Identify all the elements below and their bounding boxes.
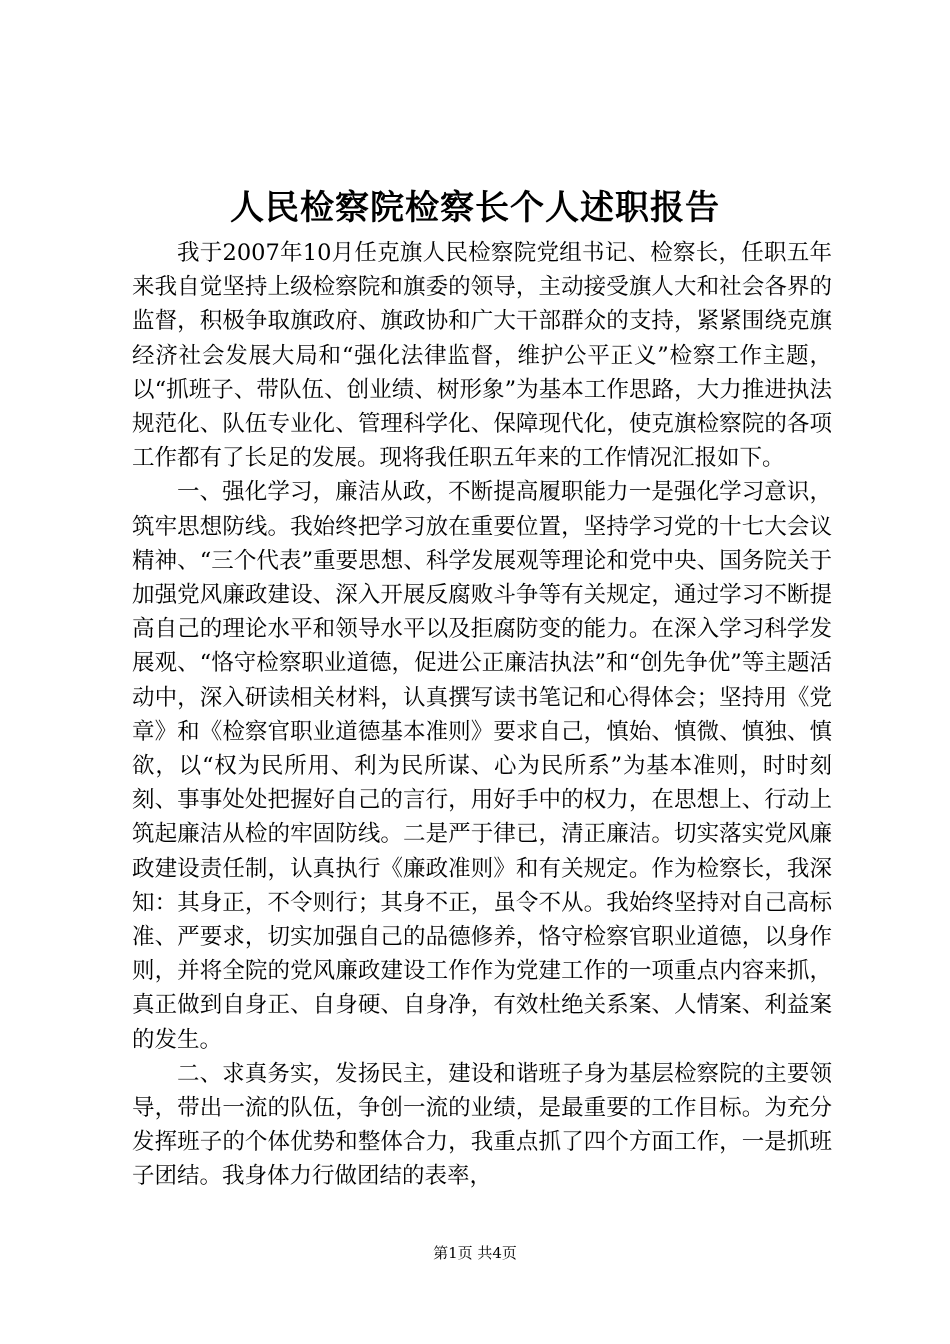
document-title: 人民检察院检察长个人述职报告 (230, 188, 720, 228)
paragraph-section-two: 二、求真务实，发扬民主，建设和谐班子身为基层检察院的主要领导，带出一流的队伍，争创一流的业绩，是最重要的工作目标。为充分发挥班子的个体优势和整体合力，我重点抓了四个方面工作，一是抓班子团结。我身体力行做团结的表率， (132, 1060, 832, 1190)
document-body (132, 236, 832, 1194)
page-footer: 第1页 共4页 (433, 1244, 517, 1262)
paragraph-section-one: 一、强化学习，廉洁从政，不断提高履职能力一是强化学习意识，筑牢思想防线。我始终把学习放在重要位置，坚持学习党的十七大会议精神、“三个代表”重要思想、科学发展观等理论和党中央、国务院关于加强党风廉政建设、深入开展反腐败斗争等有关规定，通过学习不断提高自己的理论水平和领导水平以及拒腐防变的能力。在深入学习科学发展观、“恪守检察职业道德，促进公正廉洁执法”和“创先争优”等主题活动中，深入研读相关材料，认真撰写读书笔记和心得体会；坚持用《党章》和《检察官职业道德基本准则》要求自己，慎始、慎微、慎独、慎欲，以“权为民所用、利为民所谋、心为民所系”为基本准则，时时刻刻、事事处处把握好自己的言行，用好手中的权力，在思想上、行动上筑起廉洁从检的牢固防线。二是严于律已，清正廉洁。切实落实党风廉政建设责任制，认真执行《廉政准则》和有关规定。作为检察长，我深知：其身正，不令则行；其身不正，虽令不从。我始终坚持对自己高标准、严要求，切实加强自己的品德修养，恪守检察官职业道德，以身作则，并将全院的党风廉政建设工作作为党建工作的一项重点内容来抓，真正做到自身正、自身硬、自身净，有效杜绝关系案、人情案、利益案的发生。 (132, 479, 832, 1053)
paragraph-intro: 我于2007年10月任克旗人民检察院党组书记、检察长，任职五年来我自觉坚持上级检察院和旗委的领导，主动接受旗人大和社会各界的监督，积极争取旗政府、旗政协和广大干部群众的支持，紧紧围绕克旗经济社会发展大局和“强化法律监督，维护公平正义”检察工作主题，以“抓班子、带队伍、创业绩、树形象”为基本工作思路，大力推进执法规范化、队伍专业化、管理科学化、保障现代化，使克旗检察院的各项工作都有了长足的发展。现将我任职五年来的工作情况汇报如下。 (132, 240, 832, 472)
